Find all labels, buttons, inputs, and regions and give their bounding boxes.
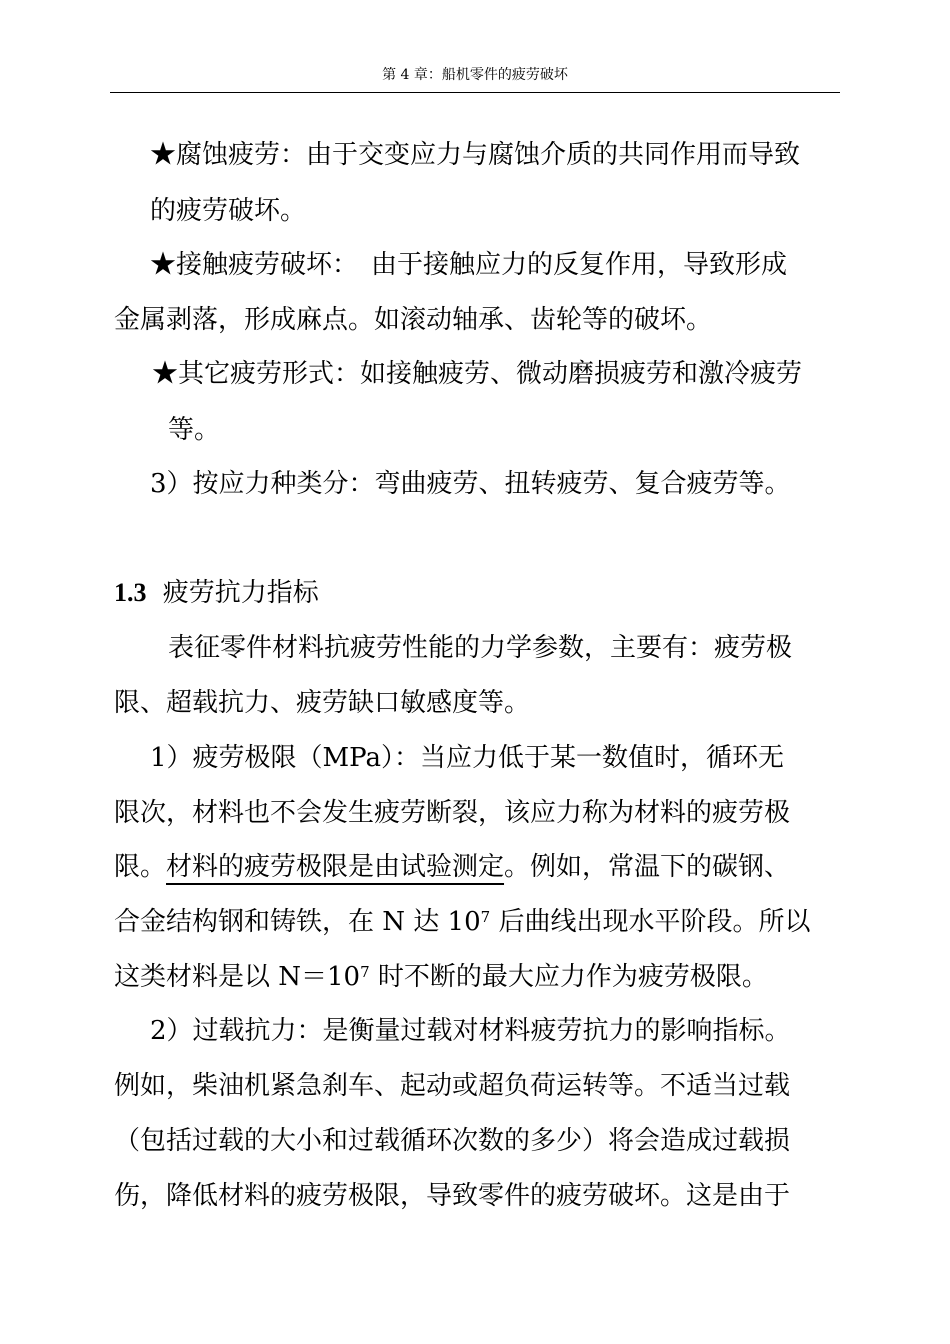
- text-line-9: 限、超载抗力、疲劳缺口敏感度等。: [114, 688, 531, 718]
- text-line-4: 金属剥落，形成麻点。如滚动轴承、齿轮等的破坏。: [114, 305, 713, 335]
- text-line-5: ★其它疲劳形式：如接触疲劳、微动磨损疲劳和激冷疲劳: [152, 359, 803, 389]
- text-fragment: 后曲线出现水平阶段。所以: [490, 907, 811, 937]
- section-title: 疲劳抗力指标: [162, 578, 319, 608]
- text-fragment: 。例如，常温下的碳钢、: [504, 852, 791, 882]
- superscript: 7: [360, 963, 370, 981]
- section-heading: [114, 576, 319, 610]
- underlined-text: 材料的疲劳极限是由试验测定: [166, 852, 505, 882]
- text-line-13: [114, 905, 810, 939]
- section-number: 1.3: [114, 578, 147, 607]
- text-line-14: [114, 960, 768, 994]
- text-line-12: [114, 850, 790, 884]
- text-fragment: 这类材料是以 N＝10: [114, 962, 361, 992]
- text-line-11: 限次，材料也不会发生疲劳断裂，该应力称为材料的疲劳极: [114, 798, 791, 828]
- page-header: 第 4 章：船机零件的疲劳破坏: [382, 67, 568, 83]
- superscript: 7: [480, 908, 491, 926]
- text-fragment: 合金结构钢和铸铁，在 N 达 10: [114, 907, 481, 937]
- text-line-16: 例如，柴油机紧急刹车、起动或超负荷运转等。不适当过载: [114, 1071, 791, 1101]
- text-fragment: 限。: [114, 852, 167, 882]
- text-line-3: ★接触疲劳破坏： 由于接触应力的反复作用，导致形成: [150, 250, 788, 280]
- text-line-7: 3）按应力种类分：弯曲疲劳、扭转疲劳、复合疲劳等。: [150, 469, 791, 499]
- text-line-2: 的疲劳破坏。: [150, 196, 307, 226]
- text-line-17: （包括过载的大小和过载循环次数的多少）将会造成过载损: [114, 1126, 791, 1156]
- text-line-15: 2）过载抗力：是衡量过载对材料疲劳抗力的影响指标。: [150, 1016, 791, 1046]
- text-line-18: 伤，降低材料的疲劳极限，导致零件的疲劳破坏。这是由于: [114, 1181, 791, 1211]
- header-rule: [110, 92, 840, 93]
- text-line-1: ★腐蚀疲劳：由于交变应力与腐蚀介质的共同作用而导致: [150, 140, 801, 170]
- text-line-6: 等。: [168, 415, 221, 445]
- text-fragment: 时不断的最大应力作为疲劳极限。: [369, 962, 768, 992]
- text-line-10: 1）疲劳极限（MPa）：当应力低于某一数值时，循环无: [150, 743, 784, 773]
- text-line-8: 表征零件材料抗疲劳性能的力学参数，主要有：疲劳极: [168, 633, 793, 663]
